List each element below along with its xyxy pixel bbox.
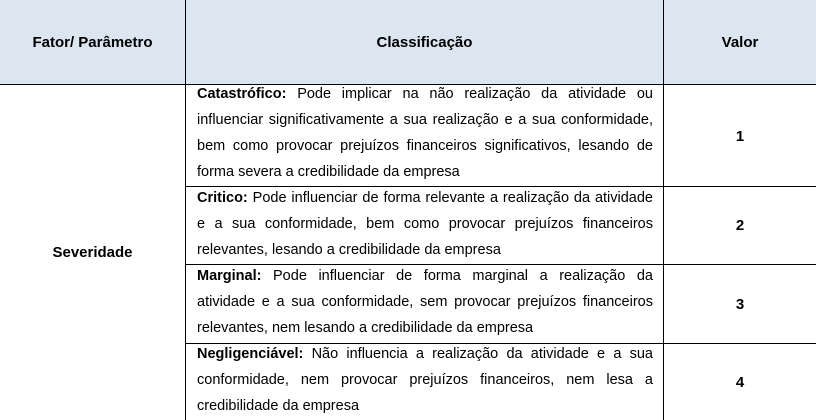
- row-critico-value: [664, 187, 816, 264]
- row-critico-description: [187, 185, 663, 263]
- header-param-label: Fator/ Parâmetro: [32, 33, 153, 51]
- row-term: Negligenciável:: [197, 346, 304, 362]
- row-text: Não influencia a realização da atividade e a sua conformidade, nem provocar prejuízos financeiros, nem lesa a credibilidade da empresa: [197, 346, 653, 414]
- row-text: Pode influenciar de forma marginal a realização da atividade e a sua conformidade, sem provocar prejuízos financeiros relevantes, nem lesando a credibilidade da empresa: [197, 268, 653, 336]
- header-valor: [664, 0, 816, 84]
- row-catastrofico-description: [187, 81, 663, 185]
- row-value: 4: [735, 373, 745, 391]
- row-value: 2: [735, 217, 745, 234]
- row-term: Marginal:: [197, 268, 262, 284]
- row-term: Critico:: [197, 190, 248, 206]
- row-value: 3: [735, 295, 745, 313]
- header-valor-label: Valor: [721, 33, 759, 51]
- param-label: Severidade: [52, 244, 133, 261]
- param-cell: [0, 85, 185, 420]
- row-text: Pode influenciar de forma relevante a realização da atividade e a sua conformidade, bem como provocar prejuízos financeiros relevantes, lesando a credibilidade da empresa: [197, 190, 653, 258]
- row-negligenciavel-description: [187, 341, 663, 419]
- row-value: 1: [735, 127, 745, 145]
- row-marginal-value: [664, 265, 816, 343]
- row-negligenciavel-value: [664, 344, 816, 420]
- row-term: Catastrófico:: [197, 86, 287, 102]
- header-param: [0, 0, 185, 84]
- row-catastrofico-value: [664, 86, 816, 186]
- header-classificacao-label: Classificação: [376, 33, 473, 51]
- divider-col1: [185, 0, 186, 420]
- row-text: Pode implicar na não realização da atividade ou influenciar significativamente a sua realização e a sua conformidade, bem como provocar prejuízos financeiros significativos, lesando de forma severa a credibilidade da empresa: [197, 86, 653, 180]
- header-classificacao: [186, 0, 663, 84]
- row-marginal-description: [187, 263, 663, 341]
